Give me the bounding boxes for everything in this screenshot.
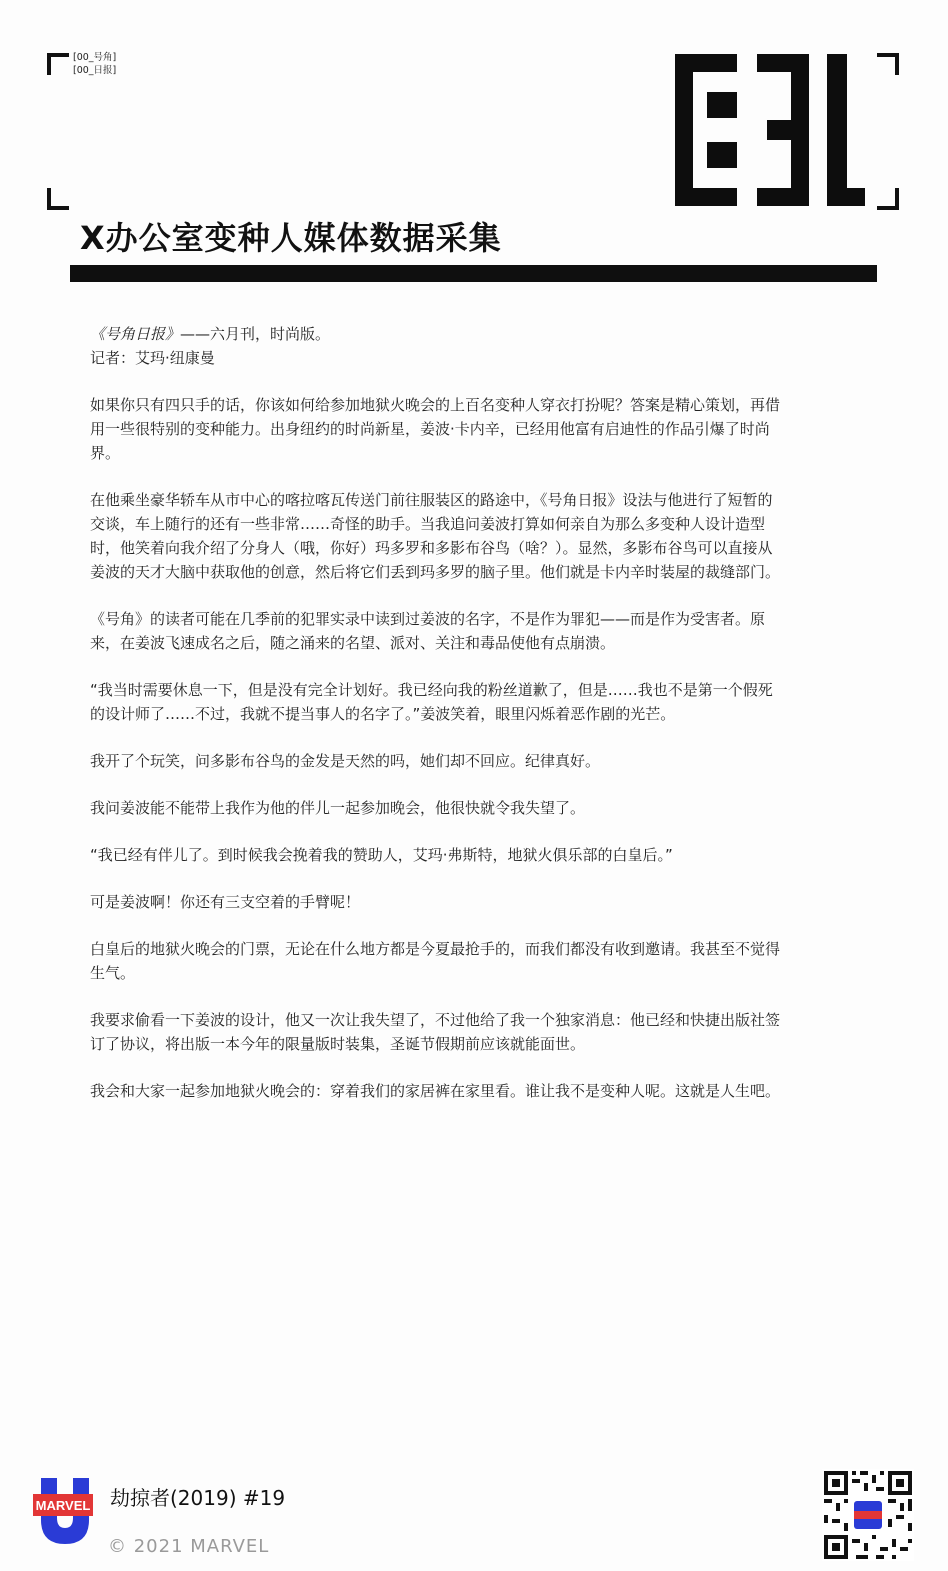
corner-bracket-bottom-right bbox=[877, 188, 899, 210]
article-paragraph: 在他乘坐豪华轿车从市中心的喀拉喀瓦传送门前往服装区的路途中，《号角日报》设法与他进行了短暂的交谈，车上随行的还有一些非常……奇怪的助手。当我追问姜波打算如何亲自为那么多变种人设计造型时，他笑着向我介绍了分身人（哦，你好）玛多罗和多影布谷鸟（啥？）。显然，多影布谷鸟可以直接从姜波的天才大脑中获取他的创意，然后将它们丢到玛多罗的脑子里。他们就是卡内辛时装屋的裁缝部门。 bbox=[90, 491, 781, 581]
copyright: © 2021 MARVEL bbox=[108, 1536, 270, 1557]
header-tags bbox=[73, 51, 116, 77]
title-divider-bar bbox=[70, 265, 877, 282]
article-paragraph: 白皇后的地狱火晚会的门票，无论在什么地方都是今夏最抢手的，而我们都没有收到邀请。我甚至不觉得生气。 bbox=[90, 940, 781, 982]
article-paragraph: 可是姜波啊！你还有三支空着的手臂呢！ bbox=[90, 893, 361, 911]
marvel-unlimited-logo-icon bbox=[33, 1474, 93, 1546]
corner-bracket-top-right bbox=[877, 53, 899, 75]
header-tag: [00_号角] bbox=[73, 52, 117, 63]
article-source bbox=[90, 322, 780, 346]
article-paragraph: 《号角》的读者可能在几季前的犯罪实录中读到过姜波的名字，不是作为罪犯——而是作为受害者。原来，在姜波飞速成名之后，随之涌来的名望、派对、关注和毒品使他有点崩溃。 bbox=[90, 610, 766, 652]
corner-bracket-bottom-left bbox=[47, 188, 69, 210]
page-title: X办公室变种人媒体数据采集 bbox=[80, 219, 502, 257]
article-reporter: 记者：艾玛·纽康曼 bbox=[90, 349, 215, 367]
source-publication: 《号角日报》 bbox=[90, 325, 181, 343]
qr-code-icon[interactable] bbox=[822, 1469, 914, 1561]
bracket-glyph-logo-icon bbox=[675, 54, 865, 206]
article-paragraph: “我当时需要休息一下，但是没有完全计划好。我已经向我的粉丝道歉了，但是……我也不是第一个假死的设计师了……不过，我就不提当事人的名字了。”姜波笑着，眼里闪烁着恶作剧的光芒。 bbox=[90, 681, 773, 723]
source-edition: ——六月刊，时尚版。 bbox=[180, 325, 331, 343]
comic-title: 劫掠者(2019) #19 bbox=[110, 1486, 286, 1510]
article-paragraph: 我会和大家一起参加地狱火晚会的：穿着我们的家居裤在家里看。谁让我不是变种人呢。这就是人生吧。 bbox=[90, 1082, 781, 1100]
marvel-logo-text: MARVEL bbox=[35, 1498, 91, 1513]
article-body bbox=[90, 322, 780, 1126]
article-paragraph: “我已经有伴儿了。到时候我会挽着我的赞助人，艾玛·弗斯特，地狱火俱乐部的白皇后。” bbox=[90, 846, 673, 864]
corner-bracket-top-left bbox=[47, 53, 69, 75]
header-tag: [00_日报] bbox=[73, 65, 117, 76]
article-paragraph: 我要求偷看一下姜波的设计，他又一次让我失望了，不过他给了我一个独家消息：他已经和快捷出版社签订了协议，将出版一本今年的限量版时装集，圣诞节假期前应该就能面世。 bbox=[90, 1011, 781, 1053]
article-paragraph: 如果你只有四只手的话，你该如何给参加地狱火晚会的上百名变种人穿衣打扮呢？答案是精心策划，再借用一些很特别的变种能力。出身纽约的时尚新星，姜波·卡内辛，已经用他富有启迪性的作品引爆了时尚界。 bbox=[90, 396, 781, 462]
article-paragraph: 我开了个玩笑，问多影布谷鸟的金发是天然的吗，她们却不回应。纪律真好。 bbox=[90, 752, 601, 770]
article-paragraph: 我问姜波能不能带上我作为他的伴儿一起参加晚会，他很快就令我失望了。 bbox=[90, 799, 586, 817]
